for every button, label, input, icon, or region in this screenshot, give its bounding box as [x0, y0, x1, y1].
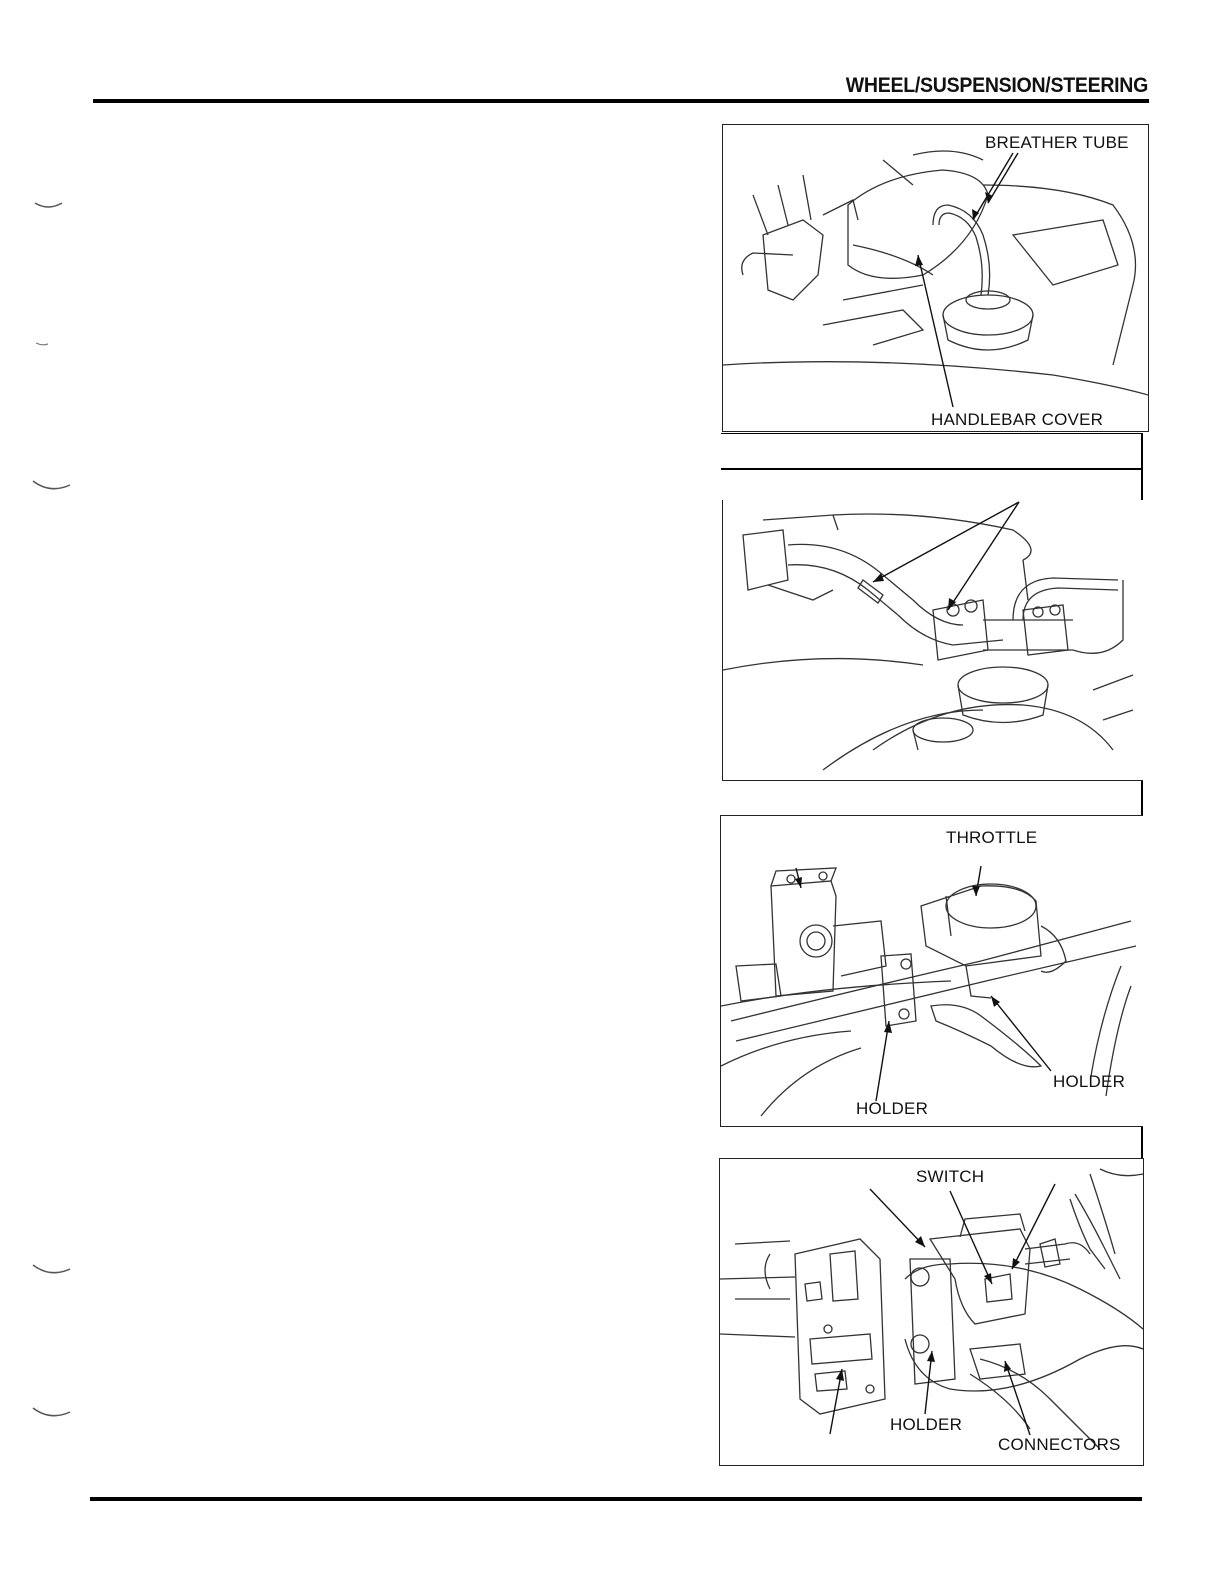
panel-rule — [721, 433, 1142, 434]
footer-rule — [90, 1497, 1142, 1501]
label-switch: SWITCH — [916, 1167, 985, 1186]
header-rule — [93, 99, 1149, 103]
binder-mark-icon — [30, 195, 70, 215]
binder-mark-icon — [30, 478, 80, 498]
label-breather-tube: BREATHER TUBE — [985, 133, 1129, 152]
label-holder: HOLDER — [890, 1415, 963, 1434]
handlebar-clamps-drawing — [723, 500, 1143, 780]
binder-mark-icon — [30, 1405, 80, 1425]
breather-tube-drawing — [723, 125, 1148, 431]
figure-throttle-holders — [720, 815, 1143, 1127]
binder-mark-icon — [30, 335, 70, 355]
panel-rule — [721, 468, 1142, 470]
label-throttle: THROTTLE — [946, 828, 1038, 847]
figure-switch-connectors — [719, 1158, 1144, 1466]
label-holder-right: HOLDER — [1053, 1072, 1126, 1091]
label-handlebar-cover: HANDLEBAR COVER — [931, 410, 1104, 429]
figure-breather-tube — [722, 124, 1149, 432]
section-title: WHEEL/SUSPENSION/STEERING — [845, 74, 1148, 97]
label-connectors: CONNECTORS — [998, 1435, 1121, 1454]
label-holder-left: HOLDER — [856, 1099, 929, 1118]
figure-handlebar-clamps — [722, 500, 1143, 781]
binder-mark-icon — [30, 1262, 80, 1282]
